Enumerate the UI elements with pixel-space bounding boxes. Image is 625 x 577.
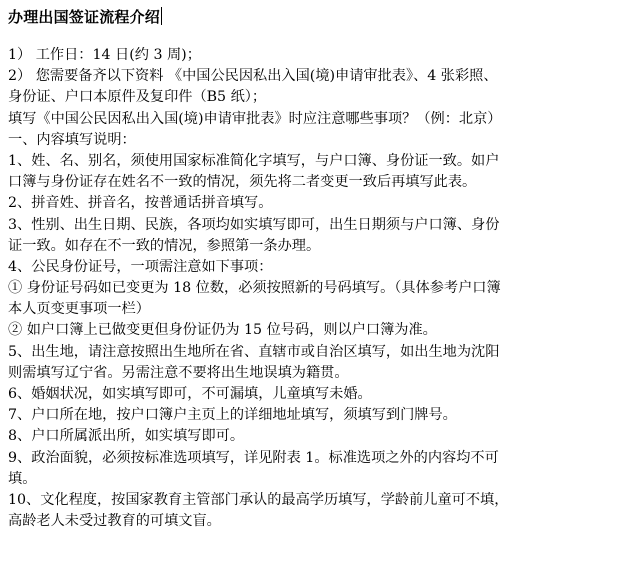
text-line: 8、户口所属派出所，如实填写即可。: [8, 428, 245, 445]
text-line: 本人页变更事项一栏）: [8, 301, 150, 318]
text-line: 填写《中国公民因私出入国(境)申请审批表》时应注意哪些事项？（例：北京）: [8, 110, 502, 127]
text-line: 证一致。如存在不一致的情况，参照第一条办理。: [8, 237, 321, 254]
text-line: 5、出生地，请注意按照出生地所在省、直辖市或自治区填写，如出生地为沈阳: [8, 343, 500, 360]
text-line: 则需填写辽宁省。另需注意不要将出生地误填为籍贯。: [8, 364, 349, 381]
text-line: 口簿与身份证存在姓名不一致的情况，须先将二者变更一致后再填写此表。: [8, 174, 477, 191]
text-line: 4、公民身份证号，一项需注意如下事项：: [8, 258, 273, 275]
document-page: [8, 0, 620, 532]
text-line: ② 如户口簿上已做变更但身份证仍为 15 位号码，则以户口簿为准。: [8, 322, 437, 339]
text-cursor: [161, 7, 162, 25]
title-row: [8, 1, 620, 31]
text-line: 高龄老人未受过教育的可填文盲。: [8, 513, 221, 530]
text-line: 1） 工作日：14 日(约 3 周)；: [8, 47, 201, 63]
text-line: 6、婚姻状况，如实填写即可，不可漏填，儿童填写未婚。: [8, 386, 372, 402]
document-title: 办理出国签证流程介绍: [8, 7, 161, 26]
text-line: 2、拼音姓、拼音名，按普通话拼音填写。: [8, 195, 273, 212]
text-line: 1、姓、名、别名，须使用国家标准简化字填写，与户口簿、身份证一致。如户: [8, 152, 500, 169]
document-body[interactable]: [8, 45, 620, 532]
text-line: 3、性别、出生日期、民族，各项均如实填写即可，出生日期须与户口簿、身份: [8, 216, 500, 233]
text-line: 7、户口所在地，按户口簿户主页上的详细地址填写，须填写到门牌号。: [8, 407, 457, 424]
text-line: 身份证、户口本原件及复印件（B5 纸）；: [8, 89, 267, 106]
blank-line: [8, 31, 620, 45]
text-line: 2） 您需要备齐以下资料 《中国公民因私出入国(境)申请审批表》、4 张彩照、: [8, 68, 498, 85]
text-line: 填。: [8, 470, 37, 487]
text-line: 9、政治面貌，必须按标准选项填写，详见附表 1。标准选项之外的内容均不可: [8, 449, 499, 466]
text-line: 10、文化程度，按国家教育主管部门承认的最高学历填写，学龄前儿童可不填，: [8, 491, 509, 508]
text-line: ① 身份证号码如已变更为 18 位数，必须按照新的号码填写。（具体参考户口簿: [8, 280, 501, 297]
text-line: 一、内容填写说明：: [8, 131, 136, 148]
